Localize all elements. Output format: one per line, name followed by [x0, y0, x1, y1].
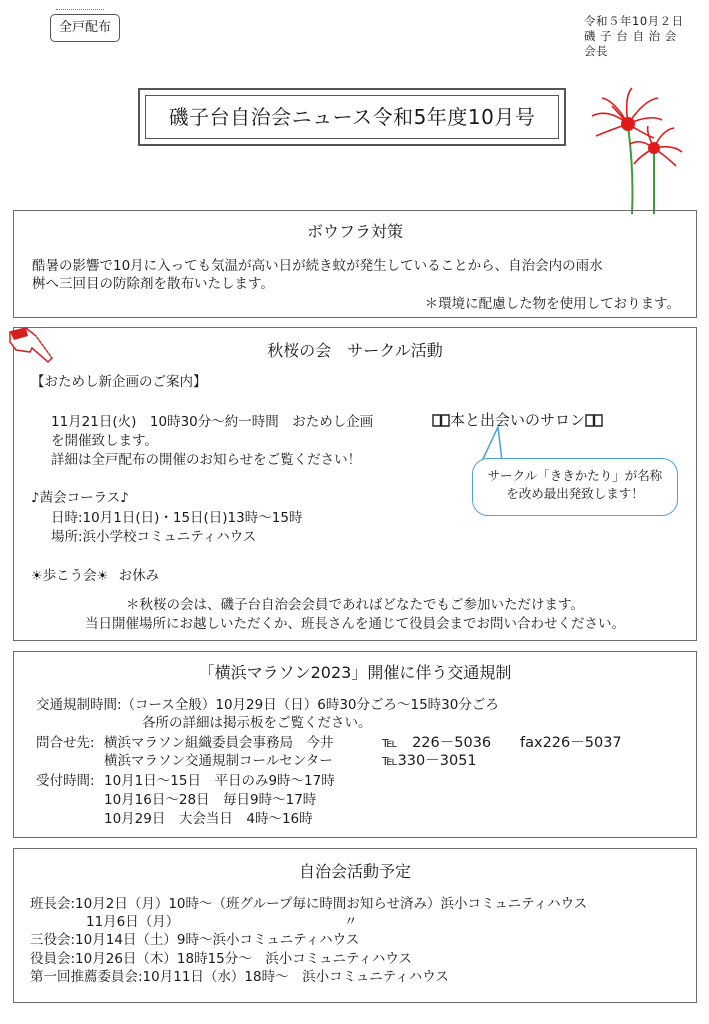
mosquito-title: ボウフラ対策 [306, 222, 403, 241]
newsletter-title: 磯子台自治会ニュース令和5年度10月号 [145, 95, 559, 139]
marathon-title: 「横浜マラソン2023」開催に伴う交通規制 [198, 663, 512, 682]
marathon-section [13, 651, 697, 838]
chorus-place: 場所:浜小学校コミュニティハウス [51, 529, 257, 545]
issuer-role: 会長 [584, 43, 608, 58]
mosquito-note: ＊環境に配慮した物を使用しております。 [424, 296, 680, 312]
sun-icon: ☀ [96, 569, 109, 584]
schedule-title: 自治会活動予定 [298, 862, 411, 881]
trial-line1: 11月21日(火) 10時30分～約一時間 おためし企画 [51, 414, 374, 430]
contact2-tel: ℡330－3051 [382, 753, 477, 769]
pointing-hand-icon [6, 322, 56, 368]
reception-line3: 10月29日 大会当日 4時～16時 [104, 811, 313, 827]
walk-club-line [31, 567, 159, 586]
schedule-line1: 班長会:10月2日（月）10時～（班グループ毎に時間お知らせ済み）浜小コミュニティハウス [30, 896, 588, 912]
issuer-block [584, 14, 684, 59]
sun-icon: ☀ [31, 569, 43, 584]
contact1-fax: fax226－5037 [520, 735, 622, 751]
mosquito-body-line1: 酷暑の影響で10月に入っても気温が高い日が続き蚊が発生していることから、自治会内の雨水 [32, 258, 603, 274]
contact1-tel: ℡ 226－5036 [382, 735, 492, 751]
reception-label: 受付時間: [36, 773, 95, 789]
badge-dotted-line [56, 9, 104, 10]
mosquito-body-line2: 桝へ三回目の防除剤を散布いたします。 [32, 276, 274, 292]
schedule-line5: 第一回推薦委員会:10月11日（水）18時～ 浜小コミュニティハウス [30, 969, 449, 985]
reception-line2: 10月16日～28日 毎日9時～17時 [104, 792, 317, 808]
contact1-name: 横浜マラソン組織委員会事務局 今井 [104, 735, 334, 751]
contact-label: 問合せ先: [36, 735, 95, 751]
trial-line3: 詳細は全戸配布の開催のお知らせをご覧ください！ [51, 452, 362, 468]
schedule-line4: 役員会:10月26日（木）18時15分～ 浜小コミュニティハウス [30, 951, 413, 967]
schedule-section [13, 848, 697, 1003]
walk-status: お休み [118, 568, 160, 584]
newsletter-title-frame [138, 88, 566, 146]
issue-date: 令和５年10月２日 [584, 14, 684, 28]
circle-title: 秋桜の会 サークル活動 [267, 341, 443, 360]
salon-speech-bubble [472, 458, 678, 516]
open-book-icon [432, 413, 450, 427]
salon-label [432, 410, 603, 430]
issuer-org: 磯 子 台 自 治 会 [584, 28, 677, 43]
bubble-line1: サークル「ききかたり」が名称 [487, 468, 663, 483]
marathon-time-line2: 各所の詳細は掲示板をご覧ください。 [142, 715, 372, 731]
chorus-date: 日時:10月1日(日)・15日(日)13時～15時 [51, 510, 303, 526]
mosquito-section [13, 210, 697, 318]
walk-title: 歩こう会 [42, 568, 97, 584]
bubble-line2: を改め最出発致します！ [506, 486, 644, 502]
distribution-badge: 全戸配布 [50, 14, 120, 42]
schedule-line2-ditto: 〃 [344, 914, 358, 930]
marathon-time-line1: 交通規制時間:（コース全般）10月29日（日）6時30分ごろ～15時30分ごろ [36, 697, 499, 713]
trial-line2: を開催致します。 [51, 433, 158, 449]
reception-line1: 10月1日～15日 平日のみ9時～17時 [104, 773, 335, 789]
open-book-icon [585, 413, 603, 427]
circle-footer-line1: ＊秋桜の会は、磯子台自治会会員であればどなたでもご参加いただけます。 [126, 597, 584, 613]
trial-heading: 【おためし新企画のご案内】 [31, 374, 207, 390]
schedule-line3: 三役会:10月14日（土）9時～浜小コミュニティハウス [30, 932, 360, 948]
salon-name: 本と出会いのサロン [450, 411, 586, 429]
schedule-line2-date: 11月6日（月） [86, 914, 180, 930]
contact2-name: 横浜マラソン交通規制コールセンター [104, 753, 333, 769]
red-spider-lily-illustration [588, 86, 684, 216]
chorus-title: ♪茜会コーラス♪ [31, 490, 129, 506]
circle-footer-line2: 当日開催場所にお越しいただくか、班長さんを通じて役員会までお問い合わせください。 [85, 616, 625, 632]
